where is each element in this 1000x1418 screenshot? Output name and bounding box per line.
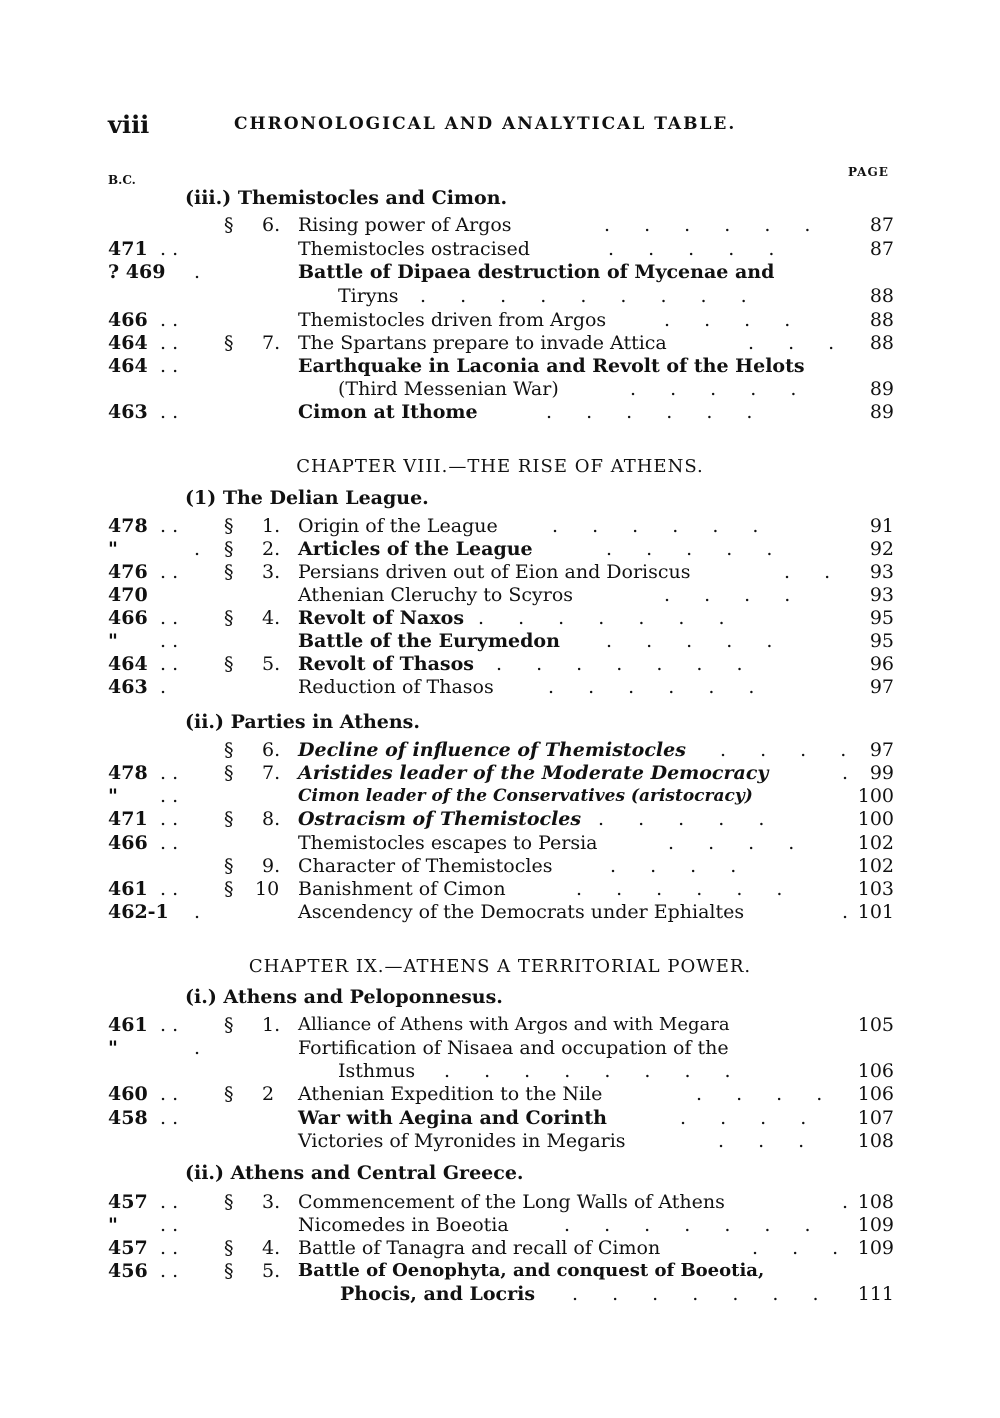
year-dots: . .: [160, 1237, 179, 1259]
toc-entry: [0, 1259, 1000, 1283]
section-mark: §: [224, 561, 234, 583]
entry-text: Alliance of Athens with Argos and with Megara: [298, 1014, 730, 1035]
year: ": [108, 785, 118, 807]
entry-text: (Third Messenian War): [338, 378, 559, 400]
entry-text: Rising power of Argos: [298, 214, 512, 236]
dot-leader: . . . .: [696, 1083, 837, 1105]
chapter-heading-viii: CHAPTER VIII.—THE RISE OF ATHENS.: [296, 456, 704, 477]
entry-text: Articles of the League: [298, 538, 533, 560]
page-number: 88: [869, 332, 894, 354]
page-number: 111: [857, 1283, 894, 1305]
dot-leader: . . . . .: [606, 630, 787, 652]
year: 463: [108, 401, 148, 423]
section-heading-themistocles-cimon: (iii.) Themistocles and Cimon.: [185, 187, 508, 209]
dot-leader: . . . .: [720, 739, 861, 761]
toc-entry: [0, 831, 1000, 855]
bc-column-label: B.C.: [108, 173, 136, 187]
page-number: 91: [869, 515, 894, 537]
year-dots: . .: [160, 515, 179, 537]
year: 464: [108, 332, 148, 354]
toc-entry: [0, 675, 1000, 699]
section-number: 1.: [262, 515, 281, 537]
page-number: 109: [857, 1237, 894, 1259]
page-number: 89: [869, 401, 894, 423]
year: 470: [108, 584, 148, 606]
page-number: 87: [869, 238, 894, 260]
toc-entry: [0, 400, 1000, 424]
year-dots: . .: [160, 1107, 179, 1129]
year: 464: [108, 653, 148, 675]
page-number: 102: [857, 855, 894, 877]
year: 478: [108, 515, 148, 537]
entry-text: Victories of Myronides in Megaris: [298, 1130, 626, 1152]
year: 466: [108, 309, 148, 331]
section-heading-peloponnesus: (i.) Athens and Peloponnesus.: [185, 986, 503, 1008]
year-dots: . .: [160, 878, 179, 900]
entry-text: Origin of the League: [298, 515, 498, 537]
page-number: 96: [869, 653, 894, 675]
section-mark: §: [224, 1014, 234, 1036]
entry-text: Tiryns: [338, 285, 399, 307]
dot-leader: .: [842, 901, 863, 923]
page-number: 88: [869, 309, 894, 331]
year-dots: .: [194, 538, 201, 560]
dot-leader: . . . .: [610, 855, 751, 877]
toc-entry: [0, 606, 1000, 630]
entry-text: Cimon at Ithome: [298, 401, 478, 423]
year-dots: . .: [160, 1014, 179, 1036]
year-dots: . .: [160, 309, 179, 331]
year: 471: [108, 238, 148, 260]
entry-text: Battle of Tanagra and recall of Cimon: [298, 1237, 661, 1259]
page-number: 108: [857, 1191, 894, 1213]
year: ": [108, 1037, 118, 1059]
entry-text: Character of Themistocles: [298, 855, 553, 877]
section-number: 8.: [262, 808, 281, 830]
section-number: 5.: [262, 1260, 281, 1282]
toc-entry: [0, 1036, 1000, 1060]
toc-entry: [0, 1013, 1000, 1037]
section-number: 7.: [262, 332, 281, 354]
section-mark: §: [224, 1260, 234, 1282]
section-number: 6.: [262, 214, 281, 236]
year: 458: [108, 1107, 148, 1129]
dot-leader: . . . . . . . . .: [420, 285, 761, 307]
page-number: 100: [857, 808, 894, 830]
year: 457: [108, 1237, 148, 1259]
section-heading-parties-athens: (ii.) Parties in Athens.: [185, 711, 420, 733]
page-column-label: PAGE: [848, 165, 889, 179]
toc-entry: [0, 537, 1000, 561]
page-number: 107: [857, 1107, 894, 1129]
section-number: 4.: [262, 607, 281, 629]
toc-entry: [0, 560, 1000, 584]
dot-leader: . . . .: [680, 1107, 821, 1129]
entry-text: Reduction of Thasos: [298, 676, 494, 698]
dot-leader: . . . .: [664, 309, 805, 331]
section-mark: §: [224, 1237, 234, 1259]
year-dots: . .: [160, 238, 179, 260]
dot-leader: . . . . . . . .: [444, 1060, 745, 1082]
year: ? 469: [108, 261, 166, 283]
page-number: 93: [869, 584, 894, 606]
section-mark: §: [224, 762, 234, 784]
year-dots: .: [194, 901, 201, 923]
year-dots: . .: [160, 561, 179, 583]
toc-entry: [0, 1082, 1000, 1106]
dot-leader: . . . . . . .: [496, 653, 757, 675]
dot-leader: . . . . . .: [546, 401, 767, 423]
entry-text: Fortification of Nisaea and occupation of the: [298, 1037, 729, 1059]
entry-text: Phocis, and Locris: [340, 1283, 536, 1305]
section-number: 4.: [262, 1237, 281, 1259]
year: 457: [108, 1191, 148, 1213]
year-dots: . .: [160, 332, 179, 354]
entry-text: Themistocles driven from Argos: [298, 309, 607, 331]
year-dots: . .: [160, 1191, 179, 1213]
section-number: 7.: [262, 762, 281, 784]
page-number: 106: [857, 1060, 894, 1082]
section-mark: §: [224, 739, 234, 761]
section-mark: §: [224, 332, 234, 354]
entry-text: Battle of the Eurymedon: [298, 630, 560, 652]
section-mark: §: [224, 538, 234, 560]
section-heading-central-greece: (ii.) Athens and Central Greece.: [185, 1162, 524, 1184]
year: 464: [108, 355, 148, 377]
entry-text: War with Aegina and Corinth: [298, 1107, 607, 1129]
toc-entry: [0, 1190, 1000, 1214]
year-dots: . .: [160, 1083, 179, 1105]
dot-leader: . . . .: [668, 832, 809, 854]
entry-text: Ascendency of the Democrats under Ephialtes: [298, 901, 745, 923]
year: 462-1: [108, 901, 169, 923]
section-number: 2: [262, 1083, 275, 1105]
dot-leader: . . . . .: [606, 538, 787, 560]
year: 461: [108, 878, 148, 900]
year-dots: . .: [160, 762, 179, 784]
entry-text: Battle of Dipaea destruction of Mycenae and: [298, 261, 775, 283]
dot-leader: . . . . .: [630, 378, 811, 400]
year-dots: .: [194, 1037, 201, 1059]
year-dots: . .: [160, 785, 179, 807]
toc-entry: [0, 877, 1000, 901]
toc-entry: [0, 1129, 1000, 1153]
toc-entry: [0, 761, 1000, 785]
toc-entry: [0, 1106, 1000, 1130]
toc-entry: [0, 1236, 1000, 1260]
year-dots: .: [194, 261, 201, 283]
section-mark: §: [224, 1191, 234, 1213]
dot-leader: . . .: [748, 332, 849, 354]
running-title: CHRONOLOGICAL AND ANALYTICAL TABLE.: [234, 114, 737, 134]
toc-entry: [0, 377, 1000, 401]
page-number: 100: [857, 785, 894, 807]
chapter-heading-ix: CHAPTER IX.—ATHENS A TERRITORIAL POWER.: [248, 956, 752, 977]
year: 466: [108, 607, 148, 629]
page-number: 93: [869, 561, 894, 583]
page-number: 88: [869, 285, 894, 307]
page-number: 109: [857, 1214, 894, 1236]
entry-text: Athenian Expedition to the Nile: [298, 1083, 603, 1105]
section-mark: §: [224, 653, 234, 675]
toc-entry: [0, 260, 1000, 284]
section-number: 10: [255, 878, 280, 900]
year: 476: [108, 561, 148, 583]
year-dots: . .: [160, 808, 179, 830]
page-number: 97: [869, 676, 894, 698]
page-number: 103: [857, 878, 894, 900]
toc-entry: [0, 354, 1000, 378]
dot-leader: . . . .: [664, 584, 805, 606]
year: 456: [108, 1260, 148, 1282]
year: 461: [108, 1014, 148, 1036]
section-mark: §: [224, 855, 234, 877]
toc-entry: [0, 284, 1000, 308]
section-mark: §: [224, 607, 234, 629]
page-number: 89: [869, 378, 894, 400]
year: 466: [108, 832, 148, 854]
dot-leader: . .: [784, 561, 845, 583]
page-number: 106: [857, 1083, 894, 1105]
entry-text: Commencement of the Long Walls of Athens: [298, 1191, 725, 1213]
entry-text: Battle of Oenophyta, and conquest of Boeotia,: [298, 1260, 765, 1281]
toc-entry: [0, 514, 1000, 538]
section-number: 9.: [262, 855, 281, 877]
dot-leader: . . . . .: [608, 238, 789, 260]
dot-leader: . . . . . .: [604, 214, 825, 236]
entry-text: Themistocles ostracised: [298, 238, 530, 260]
toc-entry: [0, 583, 1000, 607]
year-dots: . .: [160, 355, 179, 377]
section-mark: §: [224, 1083, 234, 1105]
dot-leader: .: [842, 762, 863, 784]
toc-entry: [0, 237, 1000, 261]
section-mark: §: [224, 808, 234, 830]
entry-text: Decline of influence of Themistocles: [298, 739, 686, 761]
dot-leader: . . .: [752, 1237, 853, 1259]
year: ": [108, 538, 118, 560]
entry-text: Isthmus: [338, 1060, 416, 1082]
section-number: 1.: [262, 1014, 281, 1036]
section-number: 6.: [262, 739, 281, 761]
year-dots: . .: [160, 1260, 179, 1282]
entry-text: Ostracism of Themistocles: [298, 808, 582, 830]
year-dots: . .: [160, 1214, 179, 1236]
toc-entry: [0, 1213, 1000, 1237]
dot-leader: . . .: [718, 1130, 819, 1152]
section-mark: §: [224, 515, 234, 537]
entry-text: Banishment of Cimon: [298, 878, 506, 900]
page-number: 101: [857, 901, 894, 923]
section-mark: §: [224, 878, 234, 900]
toc-entry: [0, 738, 1000, 762]
toc-entry: [0, 331, 1000, 355]
year: ": [108, 1214, 118, 1236]
entry-text: Nicomedes in Boeotia: [298, 1214, 509, 1236]
dot-leader: . . . . . .: [576, 878, 797, 900]
page-number: 92: [869, 538, 894, 560]
page-number: 95: [869, 630, 894, 652]
toc-entry: [0, 900, 1000, 924]
year-dots: . .: [160, 653, 179, 675]
section-number: 2.: [262, 538, 281, 560]
dot-leader: .: [842, 1191, 863, 1213]
page-number: 105: [857, 1014, 894, 1036]
toc-entry: [0, 308, 1000, 332]
toc-entry: [0, 854, 1000, 878]
entry-text: Themistocles escapes to Persia: [298, 832, 598, 854]
entry-text: Earthquake in Laconia and Revolt of the Helots: [298, 355, 805, 377]
section-number: 3.: [262, 1191, 281, 1213]
toc-entry: [0, 652, 1000, 676]
page-number: 102: [857, 832, 894, 854]
entry-text: Aristides leader of the Moderate Democracy: [298, 762, 769, 784]
year-dots: . .: [160, 630, 179, 652]
entry-text: Persians driven out of Eion and Doriscus: [298, 561, 691, 583]
page-number: 97: [869, 739, 894, 761]
page-number: 95: [869, 607, 894, 629]
dot-leader: . . . . . .: [552, 515, 773, 537]
dot-leader: . . . . . .: [548, 676, 769, 698]
dot-leader: . . . . .: [598, 808, 779, 830]
toc-entry: [0, 629, 1000, 653]
entry-text: Cimon leader of the Conservatives (aristocracy): [298, 786, 753, 806]
section-heading-delian-league: (1) The Delian League.: [185, 487, 429, 509]
year: 478: [108, 762, 148, 784]
entry-text: Athenian Cleruchy to Scyros: [298, 584, 574, 606]
dot-leader: . . . . . . .: [478, 607, 739, 629]
year-dots: . .: [160, 607, 179, 629]
page-number: 108: [857, 1130, 894, 1152]
toc-entry: [0, 784, 1000, 808]
toc-entry: [0, 1282, 1000, 1306]
year-dots: . .: [160, 401, 179, 423]
year: 460: [108, 1083, 148, 1105]
entry-text: The Spartans prepare to invade Attica: [298, 332, 667, 354]
toc-entry: [0, 1059, 1000, 1083]
year-dots: .: [160, 676, 167, 698]
year: 463: [108, 676, 148, 698]
dot-leader: . . . . . . .: [564, 1214, 825, 1236]
toc-entry: [0, 807, 1000, 831]
year: ": [108, 630, 118, 652]
entry-text: Revolt of Naxos: [298, 607, 465, 629]
section-number: 5.: [262, 653, 281, 675]
entry-text: Revolt of Thasos: [298, 653, 474, 675]
year-dots: . .: [160, 832, 179, 854]
section-mark: §: [224, 214, 234, 236]
page-number: 87: [869, 214, 894, 236]
toc-entry: [0, 213, 1000, 237]
page-number: 99: [869, 762, 894, 784]
dot-leader: . . . . . . .: [572, 1283, 833, 1305]
page-numeral: viii: [108, 110, 150, 139]
section-number: 3.: [262, 561, 281, 583]
year: 471: [108, 808, 148, 830]
